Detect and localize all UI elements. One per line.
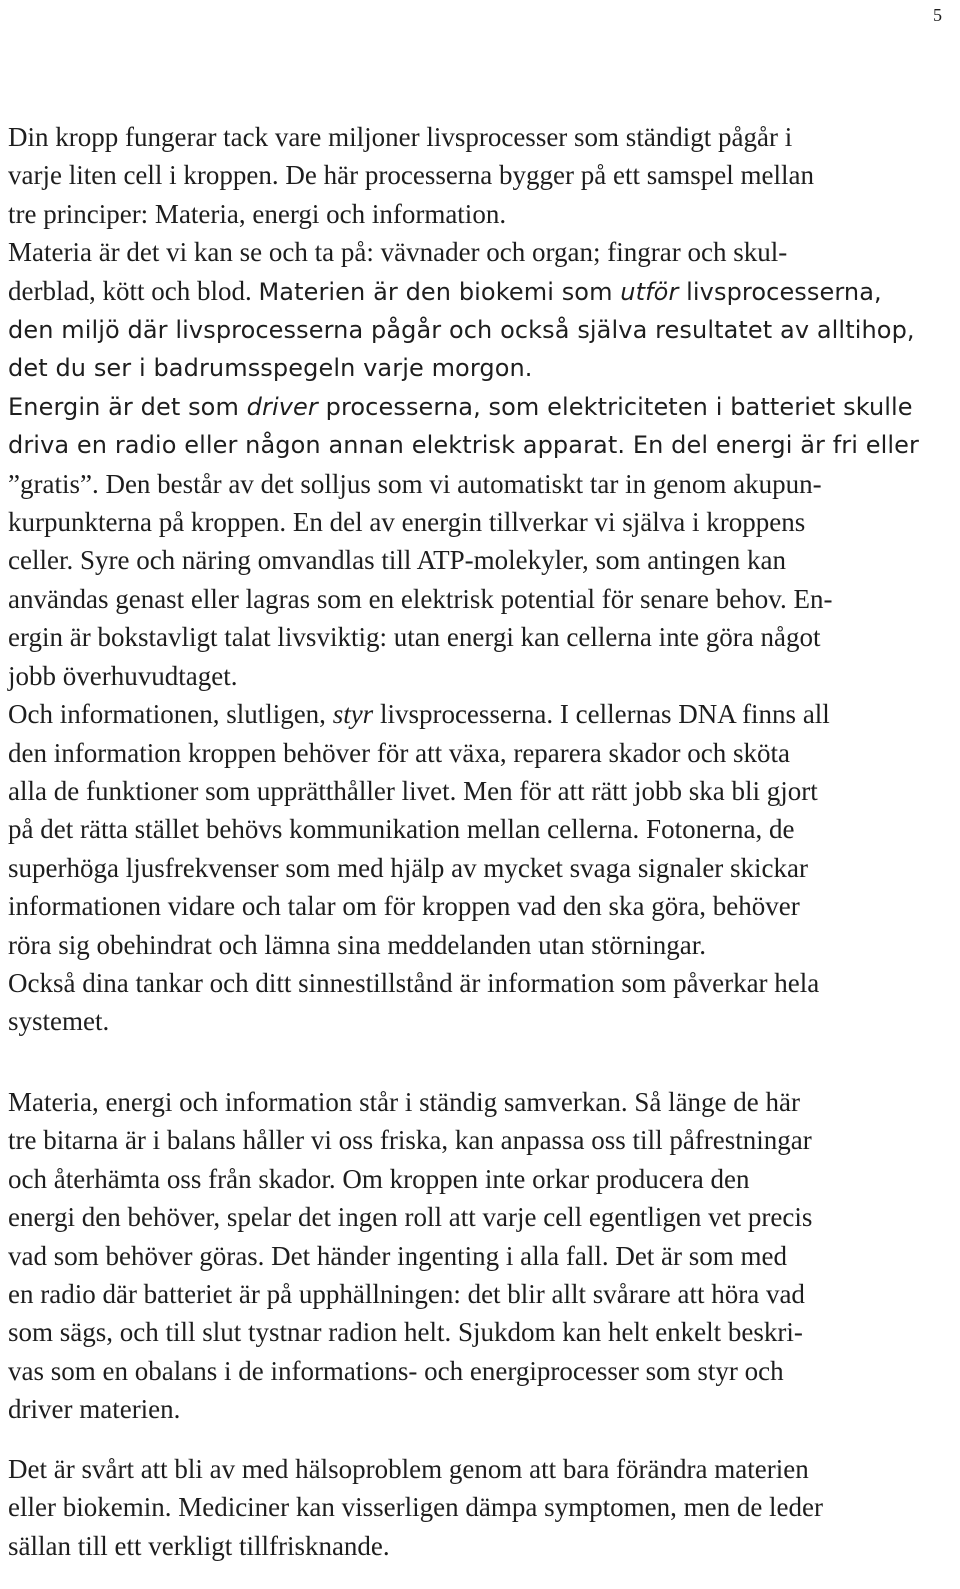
text-line: Din kropp fungerar tack vare miljoner livsprocesser som ständigt pågår i <box>8 122 793 152</box>
text-run: Energin är det som <box>8 392 247 421</box>
text-line: varje liten cell i kroppen. De här processerna bygger på ett samspel mellan <box>8 160 814 191</box>
text-line: tre principer: Materia, energi och information. <box>8 198 507 229</box>
text-line: vad som behöver göras. Det händer ingenting i alla fall. Det är som med <box>8 1240 788 1271</box>
text-line: energi den behöver, spelar det ingen roll att varje cell egentligen vet precis <box>8 1202 813 1233</box>
paragraph-interaction <box>8 1083 948 1429</box>
text-line: den miljö där livsprocesserna pågår och också själva resultatet av alltihop, <box>8 316 915 345</box>
text-line <box>8 388 948 426</box>
text-line: Materia är det vi kan se och ta på: vävnader och organ; fingrar och skul- <box>8 237 788 268</box>
paragraph-principles <box>8 118 948 1041</box>
text-line: på det rätta stället behövs kommunikation mellan cellerna. Fotonerna, de <box>8 814 795 845</box>
text-line: tre bitarna är i balans håller vi oss friska, kan anpassa oss till påfrestningar <box>8 1125 812 1156</box>
text-run: livsprocesserna. I cellernas DNA finns all <box>373 699 830 730</box>
text-line: en radio där batteriet är på upphällningen: det blir allt svårare att höra vad <box>8 1279 805 1310</box>
text-run: Materien är den biokemi som <box>258 277 621 306</box>
paragraph-health <box>8 1450 948 1565</box>
text-line <box>8 695 948 733</box>
text-line: eller biokemin. Mediciner kan visserligen dämpa symptomen, men de leder <box>8 1492 824 1523</box>
text-line: Också dina tankar och ditt sinnestillstånd är information som påverkar hela <box>8 967 820 998</box>
text-run: derblad, kött och blod. <box>8 275 259 306</box>
text-line <box>8 272 948 311</box>
text-line: driver materien. <box>8 1394 181 1425</box>
text-line: Materia, energi och information står i ständig samverkan. Så länge de här <box>8 1087 800 1117</box>
text-line: sällan till ett verkligt tillfrisknande. <box>8 1530 390 1561</box>
text-line: röra sig obehindrat och lämna sina meddelanden utan störningar. <box>8 929 707 960</box>
text-run: Och informationen, slutligen, <box>8 699 333 730</box>
page-number: 5 <box>933 5 942 25</box>
text-line: superhöga ljusfrekvenser som med hjälp av mycket svaga signaler skickar <box>8 852 809 883</box>
emphasis: utför <box>620 277 679 306</box>
emphasis: styr <box>332 699 374 730</box>
text-line: driva en radio eller någon annan elektrisk apparat. En del energi är fri eller <box>8 431 919 460</box>
text-line: informationen vidare och talar om för kroppen vad den ska göra, behöver <box>8 891 800 922</box>
text-line: jobb överhuvudtaget. <box>8 660 238 691</box>
emphasis: driver <box>246 392 318 421</box>
text-line: och återhämta oss från skador. Om kroppen inte orkar producera den <box>8 1163 750 1194</box>
text-line: som sägs, och till slut tystnar radion helt. Sjukdom kan helt enkelt beskri- <box>8 1317 803 1348</box>
text-line: vas som en obalans i de informations- och energiprocesser som styr och <box>8 1355 784 1386</box>
text-run: processerna, som elektriciteten i batteriet skulle <box>317 392 913 421</box>
text-line: celler. Syre och näring omvandlas till ATP-molekyler, som antingen kan <box>8 545 787 576</box>
text-run <box>258 278 881 306</box>
text-run: livsprocesserna, <box>678 277 882 306</box>
text-line: ergin är bokstavligt talat livsviktig: utan energi kan cellerna inte göra något <box>8 622 821 653</box>
text-line: det du ser i badrumsspegeln varje morgon. <box>8 354 533 383</box>
text-line: kurpunkterna på kroppen. En del av energin tillverkar vi själva i kroppens <box>8 507 806 538</box>
text-line: ”gratis”. Den består av det solljus som vi automatiskt tar in genom akupun- <box>8 468 822 499</box>
text-line: den information kroppen behöver för att växa, reparera skador och sköta <box>8 737 790 768</box>
text-line: Det är svårt att bli av med hälsoproblem genom att bara förändra materien <box>8 1454 809 1484</box>
text-line: användas genast eller lagras som en elektrisk potential för senare behov. En- <box>8 583 833 614</box>
text-line: alla de funktioner som upprätthåller livet. Men för att rätt jobb ska bli gjort <box>8 775 818 806</box>
text-line: systemet. <box>8 1006 110 1037</box>
